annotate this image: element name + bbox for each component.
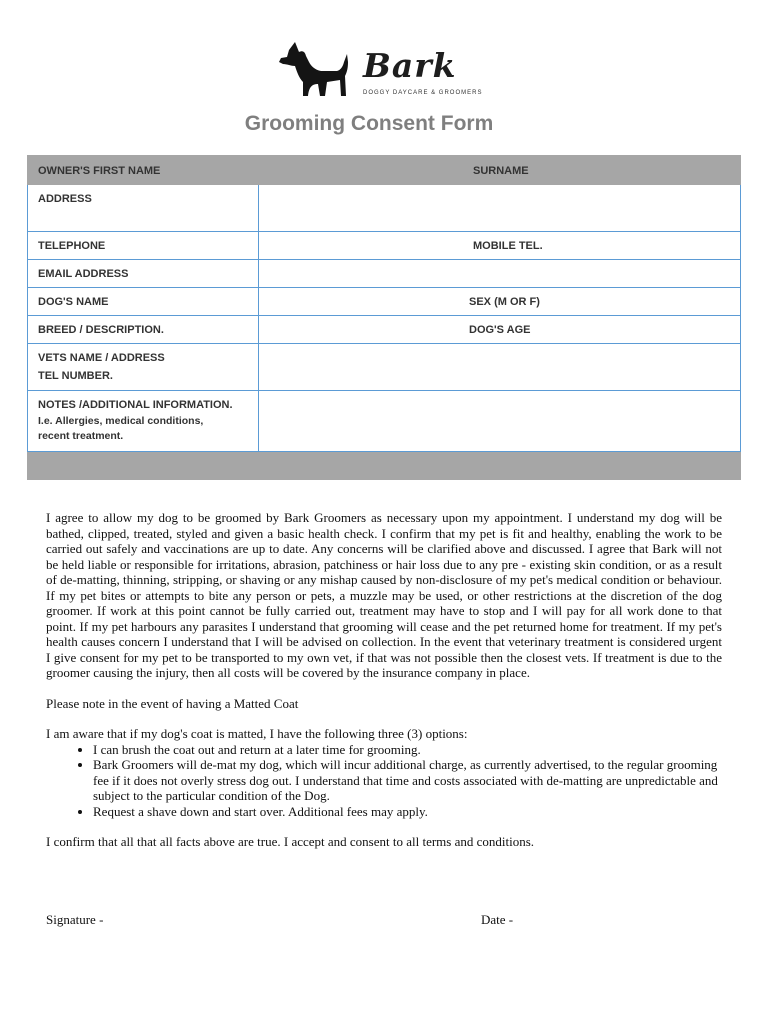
- footer-gray-row: [28, 452, 741, 480]
- notes-input[interactable]: [259, 391, 741, 452]
- vets-input[interactable]: [259, 344, 741, 391]
- option-item: • Request a shave down and start over. Additional fees may apply.: [93, 804, 722, 820]
- breed-row: [28, 316, 741, 344]
- telephone-label: TELEPHONE: [28, 232, 259, 260]
- surname-label: SURNAME: [473, 165, 529, 177]
- confirm-statement: I confirm that all that all facts above are true. I accept and consent to all terms and conditions.: [46, 834, 535, 849]
- breed-label: BREED / DESCRIPTION.: [28, 316, 259, 344]
- dogs-age-field[interactable]: [259, 316, 741, 344]
- header-row: [28, 156, 741, 185]
- footer-gray-cell-right: [259, 452, 741, 480]
- options-list: [46, 742, 722, 820]
- vets-row: [28, 344, 741, 391]
- notes-label-cell: [28, 391, 259, 452]
- email-address-input[interactable]: [259, 260, 741, 288]
- email-row: [28, 260, 741, 288]
- mobile-tel-label: MOBILE TEL.: [473, 240, 543, 252]
- notes-title-label: NOTES /ADDITIONAL INFORMATION.: [38, 399, 233, 411]
- dogs-name-label: DOG'S NAME: [28, 288, 259, 316]
- option-item: • I can brush the coat out and return at a later time for grooming.: [93, 742, 722, 758]
- owner-details-form: [27, 155, 741, 480]
- logo-text: Bark: [363, 46, 457, 85]
- notes-row: [28, 391, 741, 452]
- owner-first-name-field[interactable]: [28, 156, 259, 185]
- option-item: • Bark Groomers will de-mat my dog, which will incur additional charge, as currently advertised, to the regular grooming fee if it does not overly stress dog out. I understand that time and costs associated with de-matting are unpredictable and subject to the particular condition of the Dog.: [93, 757, 722, 804]
- mobile-tel-field[interactable]: [259, 232, 741, 260]
- owner-first-name-label: OWNER'S FIRST NAME: [38, 165, 161, 177]
- vets-label-cell: [28, 344, 259, 391]
- vets-name-label: VETS NAME / ADDRESS: [38, 352, 165, 364]
- dog-silhouette-icon: [275, 40, 355, 108]
- consent-paragraph: I agree to allow my dog to be groomed by Bark Groomers as necessary upon my appointment. I understand my dog will be bathed, clipped, treated, styled and given a basic health check. I confirm that my pet is fit and healthy, enabling the work to be carried out safely and vaccinations are up to date. Any concerns will be clarified above and discussed. I agree that Bark will not be held liable or responsible for irritations, abrasion, patchiness or hair loss due to any pre - existing skin condition, or as a result of de-matting, thinning, stripping, or shaving or any mishap caused by non-disclosure of my pet's medical condition or behaviour. If my pet bites or attempts to bite any person or pets, a muzzle may be used, or other restrictions at the discretion of the dog groomer. If work at this point cannot be fully carried out, treatment may have to stop and I will pay for all work done to that point. If my pet harbours any parasites I understand that grooming will cease and the pet returned home for treatment. If my pet's health causes concern I understand that I will be advised on collection. In the event that veterinary treatment is considered urgent I give consent for my pet to be transported to my own vet, if that was not possible then the closest vets. If treatment is due to the groomer causing the injury, then all costs will be covered by the insurance company in place.: [46, 510, 722, 680]
- page-title: Grooming Consent Form: [244, 112, 494, 135]
- address-input[interactable]: [259, 185, 741, 232]
- email-address-label: EMAIL ADDRESS: [28, 260, 259, 288]
- signature-label: Signature -: [46, 912, 104, 927]
- dogs-name-row: [28, 288, 741, 316]
- options-intro: I am aware that if my dog's coat is matted, I have the following three (3) options:: [46, 726, 468, 741]
- date-label: Date -: [481, 912, 514, 927]
- footer-gray-cell-left: [28, 452, 259, 480]
- sex-label: SEX (M OR F): [469, 296, 540, 308]
- logo-subtitle: DOGGY DAYCARE & GROOMERS: [363, 90, 483, 96]
- bark-logo: [275, 40, 495, 108]
- notes-hint-line2: recent treatment.: [38, 430, 124, 442]
- tel-number-label: TEL NUMBER.: [38, 370, 113, 382]
- sex-field[interactable]: [259, 288, 741, 316]
- dogs-age-label: DOG'S AGE: [469, 324, 531, 336]
- surname-field[interactable]: [259, 156, 741, 185]
- notes-hint-line1: I.e. Allergies, medical conditions,: [38, 415, 204, 427]
- consent-text: [46, 510, 722, 850]
- address-label: ADDRESS: [28, 185, 259, 232]
- address-row: [28, 185, 741, 232]
- matted-coat-note: Please note in the event of having a Matted Coat: [46, 695, 299, 711]
- telephone-row: [28, 232, 741, 260]
